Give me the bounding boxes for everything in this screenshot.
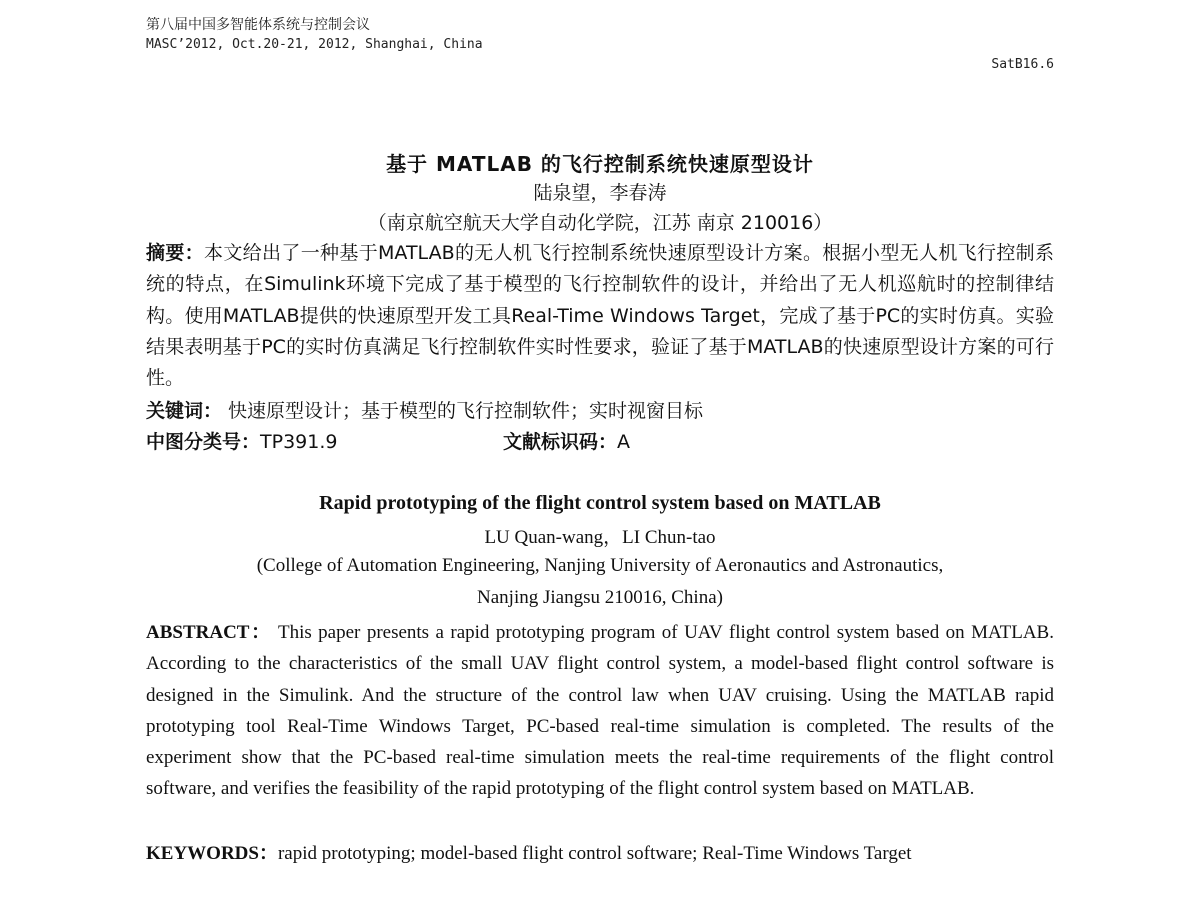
authors-en: LU Quan-wang，LI Chun-tao — [484, 527, 716, 548]
document-code-label: 文献标识码： — [503, 431, 618, 453]
abstract-label-en: ABSTRACT： — [146, 622, 272, 643]
session-code: SatB16.6 — [991, 57, 1054, 72]
keywords-en — [146, 838, 912, 865]
document-code — [503, 427, 630, 454]
abstract-text-en: This paper presents a rapid prototyping program of UAV flight control system based on MATLAB. According to the characteristics of the small UAV flight control system, a model-based flight control software is designed in the Simulink. And the structure of the control law when UAV cruising. Using the MATLAB rapid prototyping tool Real-Time Windows Target, PC-based real-time simulation is completed. The results of the experiment show that the PC-based real-time simulation meets the real-time requirements of the flight control software, and verifies the feasibility of the rapid prototyping of the flight control system based on MATLAB. — [146, 622, 1054, 800]
affiliation-en-line2: Nanjing Jiangsu 210016, China) — [477, 587, 723, 608]
keywords-label-en: KEYWORDS： — [146, 843, 278, 864]
abstract-text-cn: 本文给出了一种基于MATLAB的无人机飞行控制系统快速原型设计方案。根据小型无人机飞行控制系统的特点，在Simulink环境下完成了基于模型的飞行控制软件的设计，并给出了无人机巡航时的控制律结构。使用MATLAB提供的快速原型开发工具Real-Time Windows Target，完成了基于PC的实时仿真。实验结果表明基于PC的实时仿真满足飞行控制软件实时性要求，验证了基于MATLAB的快速原型设计方案的可行性。 — [146, 242, 1054, 390]
abstract-cn — [146, 238, 1054, 394]
paper-title-cn: 基于 MATLAB 的飞行控制系统快速原型设计 — [386, 152, 814, 176]
affiliation-en-line1: (College of Automation Engineering, Nanjing University of Aeronautics and Astronautics, — [256, 555, 944, 576]
conference-name-cn: 第八届中国多智能体系统与控制会议 — [146, 17, 370, 33]
keywords-text-cn: 快速原型设计；基于模型的飞行控制软件；实时视窗目标 — [222, 400, 704, 422]
abstract-en — [146, 617, 1054, 805]
paper-title-en: Rapid prototyping of the flight control system based on MATLAB — [319, 492, 881, 514]
keywords-text-en: rapid prototyping; model-based flight control software; Real-Time Windows Target — [277, 843, 912, 864]
classification-label: 中图分类号： — [146, 431, 261, 453]
document-code-value: A — [617, 431, 631, 453]
classification-value: TP391.9 — [260, 431, 338, 453]
keywords-label-cn: 关键词： — [146, 400, 223, 422]
keywords-cn — [146, 396, 703, 423]
authors-cn: 陆泉望，李春涛 — [533, 182, 667, 204]
conference-name-en: MASC’2012, Oct.20-21, 2012, Shanghai, China — [146, 37, 483, 52]
affiliation-cn: （南京航空航天大学自动化学院，江苏 南京 210016） — [367, 212, 833, 234]
classification-number — [146, 427, 337, 454]
abstract-label-cn: 摘要： — [146, 242, 205, 264]
